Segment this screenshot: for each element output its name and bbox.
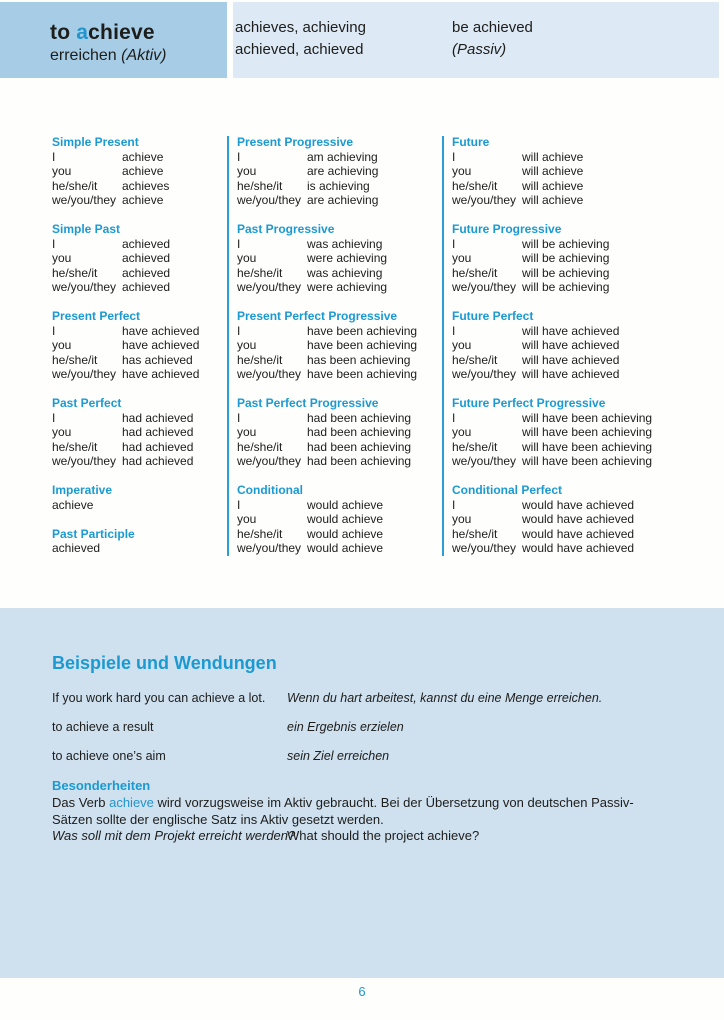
verb-form: will have been achieving	[522, 425, 653, 439]
pronoun-label: I	[452, 149, 456, 164]
verb-form: would achieve	[307, 526, 384, 541]
pronoun-label: I	[237, 236, 241, 251]
pronoun-label: we/you/they	[452, 280, 517, 294]
pronoun-label: I	[52, 236, 56, 251]
conjugation-row	[452, 280, 722, 295]
pronoun-label: you	[237, 251, 257, 265]
verb-form: was achieving	[307, 265, 383, 280]
conjugation-row	[52, 237, 224, 252]
pronoun-label: he/she/it	[452, 526, 498, 541]
notes-text-before: Das Verb	[52, 795, 110, 810]
verb-form: will achieve	[522, 164, 584, 178]
pronoun-label: he/she/it	[452, 439, 498, 454]
pronoun-label: you	[52, 425, 72, 439]
verb-form: will have achieved	[522, 338, 620, 352]
verb-form: were achieving	[307, 251, 388, 265]
examples-section	[0, 608, 724, 978]
conjugation-row	[237, 164, 439, 179]
tense-title: Future Perfect Progressive	[452, 396, 606, 410]
pronoun-label: I	[52, 410, 56, 425]
page-number: 6	[358, 984, 366, 999]
tense-block	[237, 396, 439, 469]
verb-form: had been achieving	[307, 425, 412, 439]
verb-form: would achieve	[307, 497, 384, 512]
examples-title: Beispiele und Wendungen	[52, 653, 277, 673]
conjugation-row	[452, 251, 722, 266]
conjugation-row	[237, 498, 439, 513]
conjugation-row	[237, 454, 439, 469]
conjugation-row	[452, 411, 722, 426]
pronoun-label: he/she/it	[452, 265, 498, 280]
verb-form: achieves	[122, 178, 170, 193]
verb-form: achieve	[52, 497, 94, 512]
conjugation-row	[237, 338, 439, 353]
verb-title	[50, 21, 227, 44]
pronoun-label: you	[52, 251, 72, 265]
pronoun-label: he/she/it	[237, 352, 283, 367]
verb-form: were achieving	[307, 280, 388, 294]
verb-form: would achieve	[307, 541, 384, 555]
pronoun-label: we/you/they	[237, 280, 302, 294]
verb-form: would have achieved	[522, 541, 635, 555]
conjugation-column-simple	[52, 135, 224, 570]
tense-title: Past Participle	[52, 526, 135, 541]
example-english: to achieve one’s aim	[52, 749, 166, 763]
conjugation-row	[237, 266, 439, 281]
pronoun-label: you	[452, 425, 472, 439]
verb-form: would have achieved	[522, 512, 635, 526]
tense-block	[452, 135, 722, 208]
conjugation-row	[52, 266, 224, 281]
question-german: Was soll mit dem Projekt erreicht werden?	[52, 828, 296, 843]
conjugation-column-future	[452, 135, 722, 570]
verb-form: would have achieved	[522, 497, 635, 512]
pronoun-label: I	[452, 410, 456, 425]
pronoun-label: I	[237, 149, 241, 164]
verb-form: achieved	[122, 251, 171, 265]
verb-forms-line1: achieves, achieving	[235, 19, 366, 36]
conjugation-row	[452, 179, 722, 194]
verb-form: are achieving	[307, 164, 379, 178]
conjugation-row	[237, 512, 439, 527]
tense-block	[52, 309, 224, 382]
verb-form: has achieved	[122, 352, 193, 367]
conjugation-row	[237, 324, 439, 339]
conjugation-row	[237, 150, 439, 165]
conjugation-row	[237, 411, 439, 426]
tense-block	[452, 222, 722, 295]
pronoun-label: you	[452, 338, 472, 352]
conjugation-row	[52, 150, 224, 165]
passive-line2: (Passiv)	[452, 41, 507, 58]
conjugation-row	[237, 280, 439, 295]
tense-title: Conditional Perfect	[452, 483, 563, 497]
pronoun-label: we/you/they	[52, 367, 117, 381]
verb-form: have achieved	[122, 367, 200, 381]
passive-line1: be achieved	[452, 19, 533, 36]
conjugation-row	[52, 411, 224, 426]
page-footer	[0, 984, 724, 999]
notes-text-after: wird vorzugsweise im Aktiv gebraucht. Bei der Übersetzung von deutschen Passiv- Sätzen sollte der englische Satz ins Aktiv gesetzt werden.	[52, 795, 634, 827]
tense-title: Past Perfect	[52, 396, 122, 410]
tense-title: Present Progressive	[237, 135, 354, 149]
conjugation-row	[237, 541, 439, 556]
verb-form: has been achieving	[307, 352, 411, 367]
pronoun-label: he/she/it	[237, 526, 283, 541]
conjugation-row	[52, 425, 224, 440]
conjugation-row	[452, 193, 722, 208]
conjugation-row	[52, 454, 224, 469]
verb-form: achieve	[122, 193, 164, 207]
pronoun-label: we/you/they	[52, 193, 117, 207]
conjugation-row	[52, 164, 224, 179]
notes-accent-word: achieve	[109, 795, 154, 810]
verb-form: had achieved	[122, 454, 194, 468]
pronoun-label: I	[452, 497, 456, 512]
conjugation-row	[52, 193, 224, 208]
conjugation-row	[237, 179, 439, 194]
conjugation-row	[237, 425, 439, 440]
verb-form: will be achieving	[522, 236, 610, 251]
conjugation-row	[237, 193, 439, 208]
example-rows	[52, 690, 692, 777]
conjugation-row	[452, 150, 722, 165]
tense-title: Past Perfect Progressive	[237, 396, 379, 410]
conjugation-row	[452, 237, 722, 252]
pronoun-label: he/she/it	[52, 352, 98, 367]
conjugation-row	[237, 527, 439, 542]
pronoun-label: we/you/they	[52, 454, 117, 468]
pronoun-label: I	[452, 323, 456, 338]
example-row	[52, 690, 692, 719]
pronoun-label: I	[237, 323, 241, 338]
verb-form: will have been achieving	[522, 439, 653, 454]
pronoun-label: he/she/it	[237, 178, 283, 193]
pronoun-label: we/you/they	[237, 193, 302, 207]
verb-form: will have achieved	[522, 367, 620, 381]
conjugation-row	[452, 527, 722, 542]
question-english: What should the project achieve?	[287, 828, 480, 843]
verb-form: will be achieving	[522, 265, 610, 280]
verb-forms	[235, 17, 366, 61]
verb-form: had achieved	[122, 425, 194, 439]
notes-title: Besonderheiten	[52, 778, 151, 793]
verb-form: will achieve	[522, 178, 584, 193]
pronoun-label: we/you/they	[237, 454, 302, 468]
verb-form: will achieve	[522, 193, 584, 207]
verb-form: achieve	[122, 164, 164, 178]
conjugation-row	[52, 541, 224, 556]
tense-title: Present Perfect Progressive	[237, 309, 398, 323]
tense-block	[52, 527, 224, 556]
verb-prefix: to	[50, 21, 77, 44]
conjugation-row	[452, 440, 722, 455]
verb-form: achieved	[52, 541, 101, 555]
pronoun-label: you	[452, 164, 472, 178]
verb-form: will have achieved	[522, 323, 620, 338]
tense-title: Future	[452, 135, 490, 149]
pronoun-label: you	[452, 251, 472, 265]
header-forms-box	[233, 2, 719, 78]
pronoun-label: you	[452, 512, 472, 526]
conjugation-row	[237, 440, 439, 455]
pronoun-label: he/she/it	[52, 439, 98, 454]
verb-form: have achieved	[122, 323, 200, 338]
conjugation-row	[452, 541, 722, 556]
conjugation-row	[452, 498, 722, 513]
conjugation-row	[52, 280, 224, 295]
conjugation-row	[52, 251, 224, 266]
verb-form: achieved	[122, 236, 171, 251]
verb-form: would achieve	[307, 512, 384, 526]
column-divider	[227, 136, 229, 556]
pronoun-label: we/you/they	[237, 367, 302, 381]
column-divider	[442, 136, 444, 556]
conjugation-row	[237, 367, 439, 382]
tense-title: Future Progressive	[452, 222, 562, 236]
conjugation-row	[237, 251, 439, 266]
pronoun-label: he/she/it	[237, 265, 283, 280]
tense-block	[452, 483, 722, 556]
conjugation-row	[52, 353, 224, 368]
verb-form: had been achieving	[307, 439, 412, 454]
pronoun-label: we/you/they	[237, 541, 302, 555]
tense-title: Present Perfect	[52, 309, 141, 323]
conjugation-row	[237, 353, 439, 368]
conjugation-row	[452, 266, 722, 281]
tense-title: Simple Present	[52, 135, 139, 149]
pronoun-label: I	[52, 149, 56, 164]
pronoun-label: you	[237, 164, 257, 178]
verb-form: had achieved	[122, 439, 194, 454]
header-verb-box	[0, 2, 227, 78]
pronoun-label: I	[452, 236, 456, 251]
tense-title: Simple Past	[52, 222, 121, 236]
verb-rest: chieve	[88, 21, 155, 44]
tense-block	[52, 222, 224, 295]
pronoun-label: I	[237, 410, 241, 425]
pronoun-label: you	[237, 512, 257, 526]
pronoun-label: you	[52, 164, 72, 178]
verb-translation	[50, 46, 227, 66]
pronoun-label: we/you/they	[452, 193, 517, 207]
example-german: Wenn du hart arbeitest, kannst du eine Menge erreichen.	[287, 691, 603, 705]
example-row	[52, 719, 692, 748]
translation-text: erreichen	[50, 47, 122, 64]
pronoun-label: he/she/it	[52, 178, 98, 193]
verb-form: will have been achieving	[522, 410, 653, 425]
tense-block	[452, 309, 722, 382]
pronoun-label: we/you/they	[452, 454, 517, 468]
tense-block	[452, 396, 722, 469]
conjugation-column-progressive	[237, 135, 439, 570]
pronoun-label: we/you/they	[52, 280, 117, 294]
tense-block	[237, 135, 439, 208]
example-german: sein Ziel erreichen	[287, 749, 390, 763]
conjugation-row	[452, 367, 722, 382]
verb-form: was achieving	[307, 236, 383, 251]
conjugation-row	[452, 454, 722, 469]
pronoun-label: he/she/it	[452, 352, 498, 367]
verb-form: will be achieving	[522, 280, 610, 294]
conjugation-row	[452, 164, 722, 179]
tense-title: Imperative	[52, 483, 113, 497]
verb-form: will have achieved	[522, 352, 620, 367]
pronoun-label: you	[52, 338, 72, 352]
verb-form: had achieved	[122, 410, 194, 425]
conjugation-row	[52, 440, 224, 455]
conjugation-row	[52, 498, 224, 513]
pronoun-label: you	[237, 425, 257, 439]
pronoun-label: he/she/it	[52, 265, 98, 280]
pronoun-label: he/she/it	[452, 178, 498, 193]
verb-form: achieved	[122, 265, 171, 280]
example-row	[52, 748, 692, 777]
verb-form: had been achieving	[307, 454, 412, 468]
example-english: to achieve a result	[52, 720, 154, 734]
verb-form: have been achieving	[307, 367, 418, 381]
pronoun-label: we/you/they	[452, 367, 517, 381]
verb-form: is achieving	[307, 178, 370, 193]
verb-form: had been achieving	[307, 410, 412, 425]
pronoun-label: he/she/it	[237, 439, 283, 454]
tense-title: Conditional	[237, 483, 303, 497]
notes-paragraph	[52, 795, 676, 828]
verb-accent-letter: a	[76, 21, 89, 44]
tense-block	[52, 396, 224, 469]
conjugation-row	[452, 338, 722, 353]
passive-forms	[452, 17, 533, 61]
verb-form: would have achieved	[522, 526, 635, 541]
example-english: If you work hard you can achieve a lot.	[52, 691, 266, 705]
conjugation-row	[52, 324, 224, 339]
conjugation-row	[52, 338, 224, 353]
conjugation-row	[52, 179, 224, 194]
tense-block	[237, 309, 439, 382]
pronoun-label: you	[237, 338, 257, 352]
verb-form: have been achieving	[307, 323, 418, 338]
verb-form: are achieving	[307, 193, 379, 207]
pronoun-label: I	[237, 497, 241, 512]
conjugation-row	[452, 353, 722, 368]
conjugation-row	[452, 324, 722, 339]
tense-title: Past Progressive	[237, 222, 335, 236]
notes-question-row	[52, 828, 692, 845]
tense-block	[52, 135, 224, 208]
conjugation-row	[237, 237, 439, 252]
pronoun-label: I	[52, 323, 56, 338]
conjugation-row	[52, 367, 224, 382]
verb-form: have been achieving	[307, 338, 418, 352]
verb-form: achieved	[122, 280, 171, 294]
conjugation-row	[452, 512, 722, 527]
verb-form: will have been achieving	[522, 454, 653, 468]
verb-form: achieve	[122, 149, 164, 164]
verb-form: am achieving	[307, 149, 378, 164]
translation-note: (Aktiv)	[121, 47, 167, 64]
verb-forms-line2: achieved, achieved	[235, 41, 364, 58]
conjugation-row	[452, 425, 722, 440]
verb-form: will be achieving	[522, 251, 610, 265]
pronoun-label: we/you/they	[452, 541, 517, 555]
example-german: ein Ergebnis erzielen	[287, 720, 404, 734]
tense-block	[237, 483, 439, 556]
verb-form: have achieved	[122, 338, 200, 352]
tense-block	[237, 222, 439, 295]
verb-form: will achieve	[522, 149, 584, 164]
tense-block	[52, 483, 224, 512]
tense-title: Future Perfect	[452, 309, 534, 323]
